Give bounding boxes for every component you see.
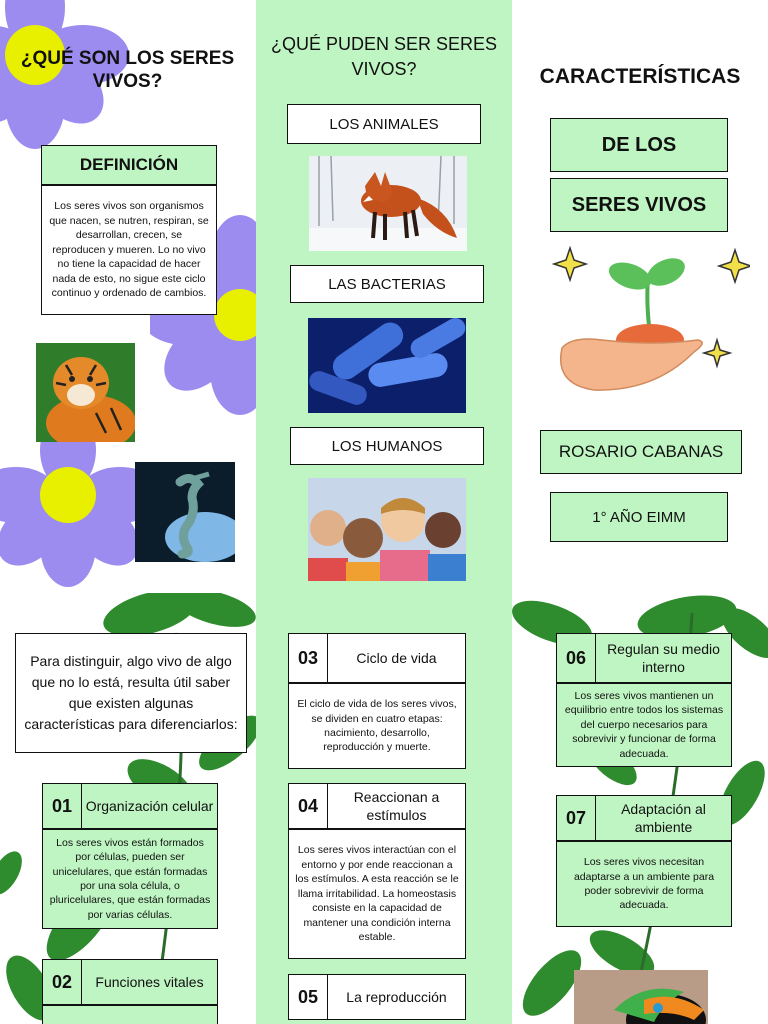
feature-title: La reproducción <box>328 974 466 1020</box>
panel-characteristics <box>512 0 768 593</box>
feature-header-07 <box>556 795 732 841</box>
feature-number: 01 <box>42 783 82 829</box>
definition-label: DEFINICIÓN <box>41 145 217 185</box>
page-title: CARACTERÍSTICAS <box>539 65 741 88</box>
feature-number: 06 <box>556 633 596 683</box>
panel-what-are-living-beings <box>0 0 256 593</box>
children-photo <box>308 478 466 581</box>
subtitle-box-2: SERES VIVOS <box>550 178 728 232</box>
seahorse-photo <box>135 462 235 562</box>
panel-features-3 <box>512 593 768 1024</box>
humans-label: LOS HUMANOS <box>290 427 484 465</box>
intro-text: Para distinguir, algo vivo de algo que no lo está, resulta útil saber que existen algunas características para diferenciarlos: <box>15 633 247 753</box>
feature-header-03 <box>288 633 466 683</box>
feature-header-01 <box>42 783 218 829</box>
bacteria-photo <box>308 318 466 413</box>
fox-photo <box>309 156 467 251</box>
author-name: ROSARIO CABANAS <box>540 430 742 474</box>
toucan-photo <box>574 970 708 1024</box>
tiger-photo <box>36 343 135 442</box>
feature-title: Organización celular <box>82 783 218 829</box>
animals-label: LOS ANIMALES <box>287 104 481 144</box>
course-label: 1° AÑO EIMM <box>550 492 728 542</box>
feature-text: Los seres vivos necesitan adaptarse a un ambiente para poder sobrevivir de forma adecuada. <box>556 841 732 927</box>
feature-text: Los seres vivos están formados por células, pueden ser unicelulares, que están formadas por una sola célula, o pluricelulares, que están formadas por varias células. <box>42 829 218 929</box>
feature-number: 03 <box>288 633 328 683</box>
feature-title: Regulan su medio interno <box>596 633 732 683</box>
feature-title: Ciclo de vida <box>328 633 466 683</box>
feature-text <box>42 1005 218 1024</box>
page-title: ¿QUÉ SON LOS SERES VIVOS? <box>20 48 235 92</box>
feature-title: Reaccionan a estímulos <box>328 783 466 829</box>
star-icon <box>719 250 750 282</box>
feature-header-02 <box>42 959 218 1005</box>
bacteria-label: LAS BACTERIAS <box>290 265 484 303</box>
feature-title: Adaptación al ambiente <box>596 795 732 841</box>
subtitle-box-1: DE LOS <box>550 118 728 172</box>
page-title: ¿QUÉ PUDEN SER SERES VIVOS? <box>270 34 498 80</box>
feature-text: Los seres vivos interactúan con el entorno y por ende reaccionan a los estímulos. A esta reacción se le llama irritabilidad. La homeostasis consiste en la capacidad de mantener una condición interna estable. <box>288 829 466 959</box>
feature-number: 04 <box>288 783 328 829</box>
panel-what-can-be-living-beings <box>256 0 512 593</box>
star-icon <box>704 340 730 366</box>
definition-text: Los seres vivos son organismos que nacen, se nutren, respiran, se desarrollan, crecen, se reproducen y mueren. Lo no vivo no tiene la capacidad de hacer nada de esto, no sigue este ciclo continuo y ordenado de cambios. <box>41 185 217 315</box>
feature-title: Funciones vitales <box>82 959 218 1005</box>
feature-header-04 <box>288 783 466 829</box>
panel-features-2 <box>256 593 512 1024</box>
feature-number: 07 <box>556 795 596 841</box>
sprout-hand-icon <box>550 244 750 404</box>
star-icon <box>554 248 586 280</box>
feature-number: 05 <box>288 974 328 1020</box>
feature-text: Los seres vivos mantienen un equilibrio entre todos los sistemas del cuerpo necesarios para sobrevivir y funcionar de forma adecuada. <box>556 683 732 767</box>
feature-number: 02 <box>42 959 82 1005</box>
feature-header-06 <box>556 633 732 683</box>
feature-header-05 <box>288 974 466 1020</box>
feature-text: El ciclo de vida de los seres vivos, se dividen en cuatro etapas: nacimiento, desarrollo, reproducción y muerte. <box>288 683 466 769</box>
panel-features-1 <box>0 593 256 1024</box>
